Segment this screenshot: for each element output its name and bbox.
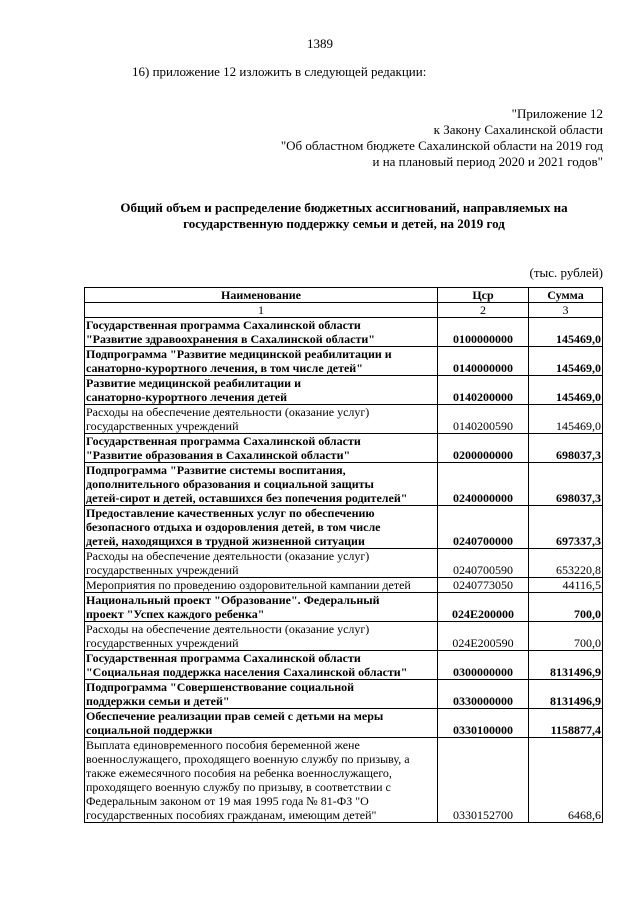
row-name-line: государственных учреждений	[86, 636, 239, 650]
table-row	[85, 593, 603, 622]
row-code: 0140200590	[438, 405, 529, 434]
appendix-reference	[281, 106, 603, 170]
row-name-line: дополнительного образования и социальной защиты	[86, 477, 374, 491]
table-row	[85, 622, 603, 651]
row-name	[85, 405, 438, 434]
column-number-row	[85, 303, 603, 318]
row-name-line: детей, находящихся в трудной жизненной ситуации	[86, 534, 365, 548]
row-code: 0330100000	[438, 709, 529, 738]
table-row	[85, 680, 603, 709]
row-name-line: государственных учреждений	[86, 419, 239, 433]
table-row	[85, 738, 603, 823]
table-row	[85, 578, 603, 593]
row-sum: 145469,0	[529, 318, 603, 347]
row-name-line: социальной поддержки	[86, 723, 213, 737]
row-sum: 698037,3	[529, 434, 603, 463]
row-sum: 145469,0	[529, 376, 603, 405]
row-name-line: Предоставление качественных услуг по обеспечению	[86, 506, 375, 520]
row-name-line: поддержки семьи и детей"	[86, 694, 230, 708]
row-sum: 698037,3	[529, 463, 603, 506]
document-title	[86, 200, 602, 232]
row-name	[85, 347, 438, 376]
row-name-line: Государственная программа Сахалинской области	[86, 318, 361, 332]
row-name	[85, 709, 438, 738]
table-row	[85, 434, 603, 463]
column-number-3: 3	[529, 303, 603, 318]
row-sum: 6468,6	[529, 738, 603, 823]
row-code: 024Е200590	[438, 622, 529, 651]
row-name-line: Подпрограмма "Развитие системы воспитания,	[86, 463, 346, 477]
units-label: (тыс. рублей)	[529, 265, 603, 280]
header-name: Наименование	[85, 288, 438, 303]
table-body	[85, 318, 603, 823]
header-code: Цср	[438, 288, 529, 303]
row-code: 0330000000	[438, 680, 529, 709]
row-name-line: "Социальная поддержка населения Сахалинской области"	[86, 665, 408, 679]
page-number: 1389	[307, 36, 333, 51]
row-name-line: "Развитие здравоохранения в Сахалинской области"	[86, 332, 375, 346]
row-name	[85, 593, 438, 622]
row-code: 0240700590	[438, 549, 529, 578]
row-sum: 700,0	[529, 593, 603, 622]
row-name-line: Расходы на обеспечение деятельности (оказание услуг)	[86, 622, 370, 636]
row-code: 0330152700	[438, 738, 529, 823]
row-name-line: санаторно-курортного лечения детей	[86, 390, 287, 404]
row-name-line: "Развитие образования в Сахалинской области"	[86, 448, 351, 462]
header-sum: Сумма	[529, 288, 603, 303]
row-name	[85, 651, 438, 680]
row-code: 0240700000	[438, 506, 529, 549]
row-name-line: Расходы на обеспечение деятельности (оказание услуг)	[86, 405, 370, 419]
row-name-line: Выплата единовременного пособия беременной жене	[86, 738, 360, 752]
row-name-line: Подпрограмма "Совершенствование социальной	[86, 680, 355, 694]
table-row	[85, 506, 603, 549]
table-row	[85, 376, 603, 405]
row-sum: 653220,8	[529, 549, 603, 578]
appendix-line-3: "Об областном бюджете Сахалинской области на 2019 год	[280, 138, 603, 153]
title-line-1: Общий объем и распределение бюджетных ассигнований, направляемых на	[120, 200, 568, 215]
row-sum: 700,0	[529, 622, 603, 651]
row-name-line: Государственная программа Сахалинской области	[86, 651, 361, 665]
table-row	[85, 405, 603, 434]
table-row	[85, 463, 603, 506]
row-name-line: детей-сирот и детей, оставшихся без попечения родителей"	[86, 491, 408, 505]
row-code: 0300000000	[438, 651, 529, 680]
row-name-line: безопасного отдыха и оздоровления детей, в том числе	[86, 520, 381, 534]
row-sum: 145469,0	[529, 347, 603, 376]
row-name-line: Расходы на обеспечение деятельности (оказание услуг)	[86, 549, 370, 563]
row-code: 0140200000	[438, 376, 529, 405]
appendix-line-1: "Приложение 12	[511, 106, 603, 121]
row-name-line: проходящего военную службу по призыву, в соответствии с	[86, 780, 391, 794]
row-code: 024Е200000	[438, 593, 529, 622]
row-name	[85, 506, 438, 549]
row-sum: 8131496,9	[529, 651, 603, 680]
column-number-1: 1	[85, 303, 438, 318]
row-name	[85, 318, 438, 347]
appendix-line-4: и на плановый период 2020 и 2021 годов"	[372, 154, 603, 169]
row-name	[85, 376, 438, 405]
row-name	[85, 434, 438, 463]
title-line-2: государственную поддержку семьи и детей, на 2019 год	[183, 216, 505, 231]
row-code: 0140000000	[438, 347, 529, 376]
row-code: 0240773050	[438, 578, 529, 593]
row-name-line: санаторно-курортного лечения, в том числе детей"	[86, 361, 363, 375]
row-name-line: военнослужащего, проходящего военную службу по призыву, а	[86, 752, 410, 766]
row-name	[85, 578, 438, 593]
intro-line: 16) приложение 12 изложить в следующей редакции:	[132, 64, 427, 79]
row-name	[85, 622, 438, 651]
table-row	[85, 651, 603, 680]
column-number-2: 2	[438, 303, 529, 318]
row-name	[85, 463, 438, 506]
row-sum: 44116,5	[529, 578, 603, 593]
appendix-line-2: к Закону Сахалинской области	[433, 122, 603, 137]
row-name-line: государственных учреждений	[86, 563, 239, 577]
table-row	[85, 549, 603, 578]
row-sum: 1158877,4	[529, 709, 603, 738]
row-code: 0100000000	[438, 318, 529, 347]
row-name-line: Национальный проект "Образование". Федеральный	[86, 593, 380, 607]
row-code: 0240000000	[438, 463, 529, 506]
row-sum: 145469,0	[529, 405, 603, 434]
row-name-line: Подпрограмма "Развитие медицинской реабилитации и	[86, 347, 392, 361]
row-name-line: Государственная программа Сахалинской области	[86, 434, 361, 448]
row-name	[85, 549, 438, 578]
row-sum: 8131496,9	[529, 680, 603, 709]
row-name-line: также ежемесячного пособия на ребенка военнослужащего,	[86, 766, 392, 780]
row-name	[85, 680, 438, 709]
row-name-line: Федеральным законом от 19 мая 1995 года № 81-ФЗ "О	[86, 794, 369, 808]
table-row	[85, 709, 603, 738]
row-sum: 697337,3	[529, 506, 603, 549]
row-name-line: государственных пособиях гражданам, имеющим детей"	[86, 808, 377, 822]
row-name	[85, 738, 438, 823]
row-name-line: Мероприятия по проведению оздоровительной кампании детей	[86, 578, 411, 592]
table-row	[85, 347, 603, 376]
row-code: 0200000000	[438, 434, 529, 463]
row-name-line: Развитие медицинской реабилитации и	[86, 376, 302, 390]
row-name-line: Обеспечение реализации прав семей с детьми на меры	[86, 709, 384, 723]
row-name-line: проект "Успех каждого ребенка"	[86, 607, 265, 621]
table-header-row	[85, 288, 603, 303]
budget-table	[84, 287, 603, 823]
table-row	[85, 318, 603, 347]
